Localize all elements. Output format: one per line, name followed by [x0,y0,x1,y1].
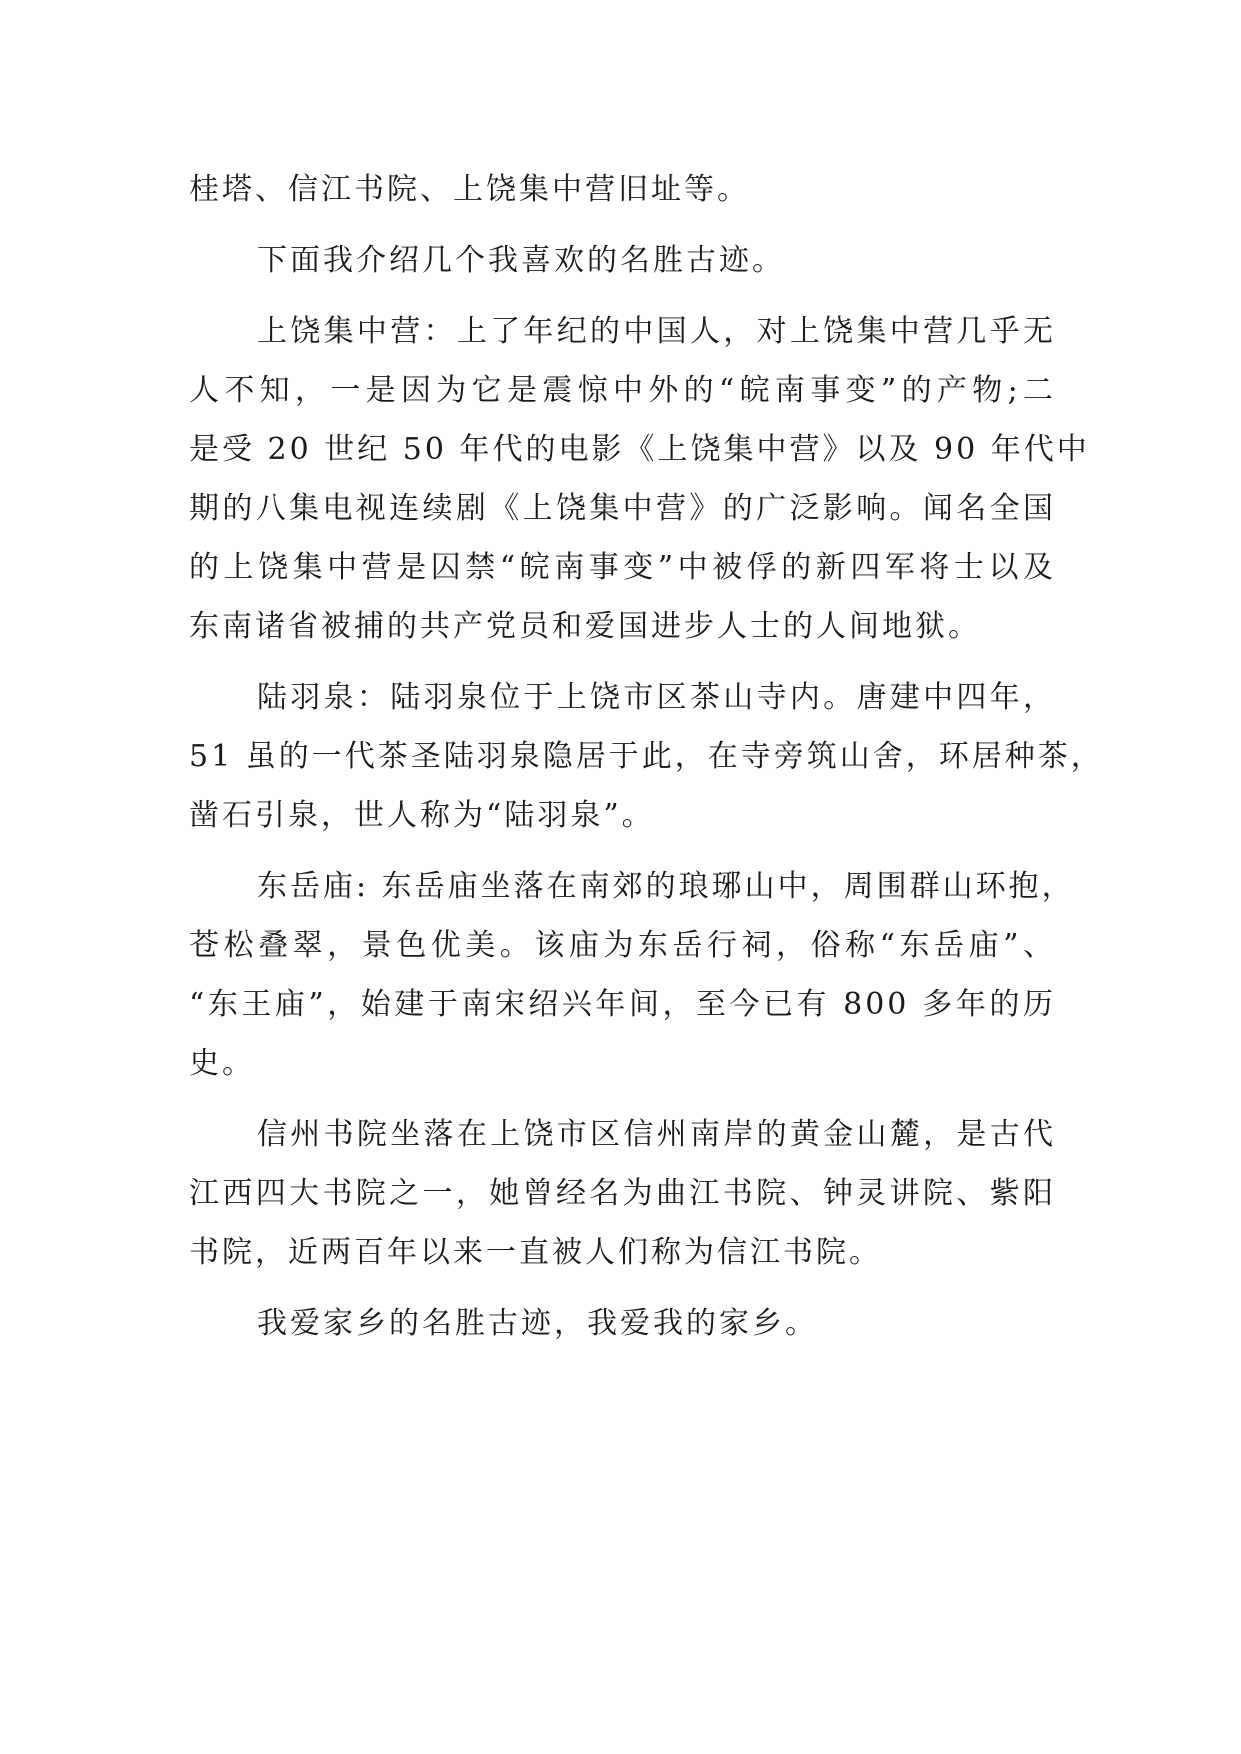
paragraph [189,668,1104,845]
text-line: 我爱家乡的名胜古迹，我爱我的家乡。 [257,1306,818,1341]
text-line: 陆羽泉：陆羽泉位于上饶市区茶山寺内。唐建中四年， [257,680,1056,715]
paragraph [189,857,1075,1093]
text-line: 江西四大书院之一，她曾经名为曲江书院、钟灵讲院、紫阳 [189,1176,1056,1211]
text-line: 凿石引泉，世人称为“陆羽泉”。 [189,798,655,833]
paragraph [189,1105,1056,1282]
text-line: 书院，近两百年以来一直被人们称为信江书院。 [189,1235,882,1270]
text-line: 下面我介绍几个我喜欢的名胜古迹。 [257,243,785,278]
text-line: “东王庙”，始建于南宋绍兴年间，至今已有 800 多年的历 [189,987,1056,1022]
text-line: 桂塔、信江书院、上饶集中营旧址等。 [189,172,750,207]
paragraph [189,231,1056,290]
text-line: 信州书院坐落在上饶市区信州南岸的黄金山麓，是古代 [257,1117,1056,1152]
text-line: 是受 20 世纪 50 年代的电影《上饶集中营》以及 90 年代中 [189,432,1090,467]
paragraph [189,160,1056,219]
paragraph [189,302,1090,656]
text-line: 的上饶集中营是囚禁“皖南事变”中被俘的新四军将士以及 [189,550,1056,585]
document-page [189,160,1104,1353]
text-line: 期的八集电视连续剧《上饶集中营》的广泛影响。闻名全国 [189,491,1056,526]
text-line: 东南诸省被捕的共产党员和爱国进步人士的人间地狱。 [189,609,981,644]
text-line: 上饶集中营：上了年纪的中国人，对上饶集中营几乎无 [257,314,1056,349]
text-line: 史。 [189,1046,255,1081]
text-line: 苍松叠翠，景色优美。该庙为东岳行祠，俗称“东岳庙”、 [189,928,1056,963]
text-line: 51 虽的一代茶圣陆羽泉隐居于此，在寺旁筑山舍，环居种茶， [189,739,1104,774]
text-line: 人不知，一是因为它是震惊中外的“皖南事变”的产物;二 [189,373,1056,408]
text-line: 东岳庙: 东岳庙坐落在南郊的琅琊山中，周围群山环抱， [257,869,1075,904]
paragraph [189,1294,1056,1353]
